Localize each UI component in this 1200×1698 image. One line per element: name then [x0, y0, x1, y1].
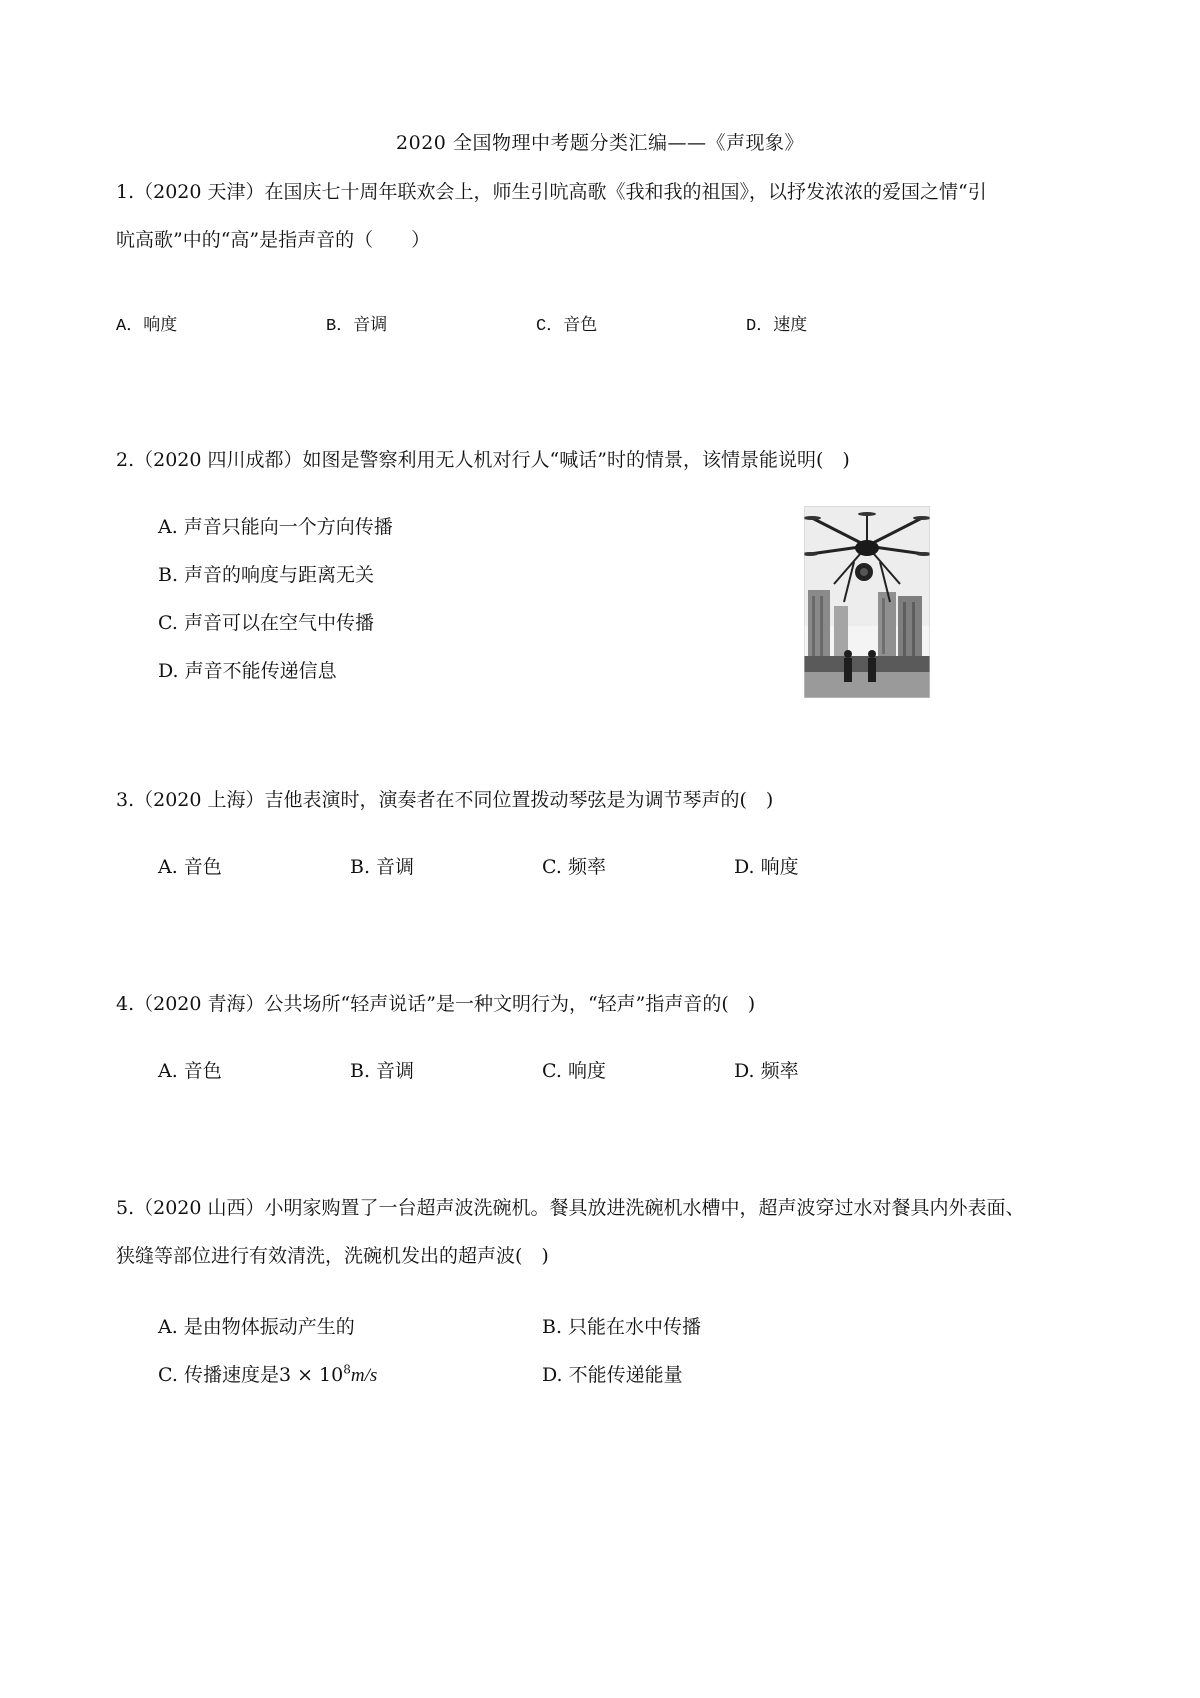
question-5-stem-line2: 狭缝等部位进行有效清洗，洗碗机发出的超声波( )	[116, 1245, 549, 1267]
speed-value: 3 × 10	[278, 1364, 344, 1386]
speed-exponent: 8	[343, 1362, 351, 1377]
page-title: 2020 全国物理中考题分类汇编——《声现象》	[396, 132, 804, 154]
option-b: B. 音调	[350, 856, 415, 878]
option-b: B. 只能在水中传播	[542, 1316, 702, 1338]
option-d: D. 频率	[734, 1060, 799, 1082]
option-a: A. 音色	[158, 1060, 222, 1082]
option-d: D．速度	[746, 317, 808, 336]
option-b: B. 声音的响度与距离无关	[158, 564, 375, 586]
option-d: D. 不能传递能量	[542, 1364, 683, 1386]
option-b: B．音调	[326, 317, 388, 336]
question-4	[116, 980, 1096, 1028]
option-c: C. 响度	[542, 1060, 606, 1082]
option-a: A．响度	[116, 317, 178, 336]
question-1-stem-line1: 1.（2020 天津）在国庆七十周年联欢会上，师生引吭高歌《我和我的祖国》，以抒发浓浓的爱国之情“引	[116, 181, 987, 203]
option-c: C．音色	[536, 317, 598, 336]
option-d: D. 声音不能传递信息	[158, 660, 337, 682]
option-b: B. 音调	[350, 1060, 415, 1082]
question-3	[116, 776, 1096, 824]
question-4-stem: 4.（2020 青海）公共场所“轻声说话”是一种文明行为，“轻声”指声音的( )	[116, 993, 756, 1015]
question-1	[116, 168, 1096, 264]
option-c-label: C. 传播速度是	[158, 1364, 279, 1386]
question-5-stem-line1: 5.（2020 山西）小明家购置了一台超声波洗碗机。餐具放进洗碗机水槽中，超声波穿过水对餐具内外表面、	[116, 1197, 1025, 1219]
drone-police-image	[804, 506, 930, 698]
question-3-stem: 3.（2020 上海）吉他表演时，演奏者在不同位置拨动琴弦是为调节琴声的( )	[116, 789, 774, 811]
option-c	[158, 1360, 377, 1387]
option-d: D. 响度	[734, 856, 799, 878]
option-a: A. 是由物体振动产生的	[158, 1316, 355, 1338]
option-a: A. 声音只能向一个方向传播	[158, 516, 393, 538]
question-1-stem-line2: 吭高歌”中的“高”是指声音的（ ）	[116, 229, 431, 251]
option-c: C. 声音可以在空气中传播	[158, 612, 374, 634]
speed-unit: m/s	[350, 1365, 378, 1386]
question-2	[116, 436, 1096, 484]
option-c: C. 频率	[542, 856, 606, 878]
question-5	[116, 1184, 1096, 1280]
question-2-stem: 2.（2020 四川成都）如图是警察利用无人机对行人“喊话”时的情景，该情景能说明( )	[116, 449, 850, 471]
option-a: A. 音色	[158, 856, 222, 878]
